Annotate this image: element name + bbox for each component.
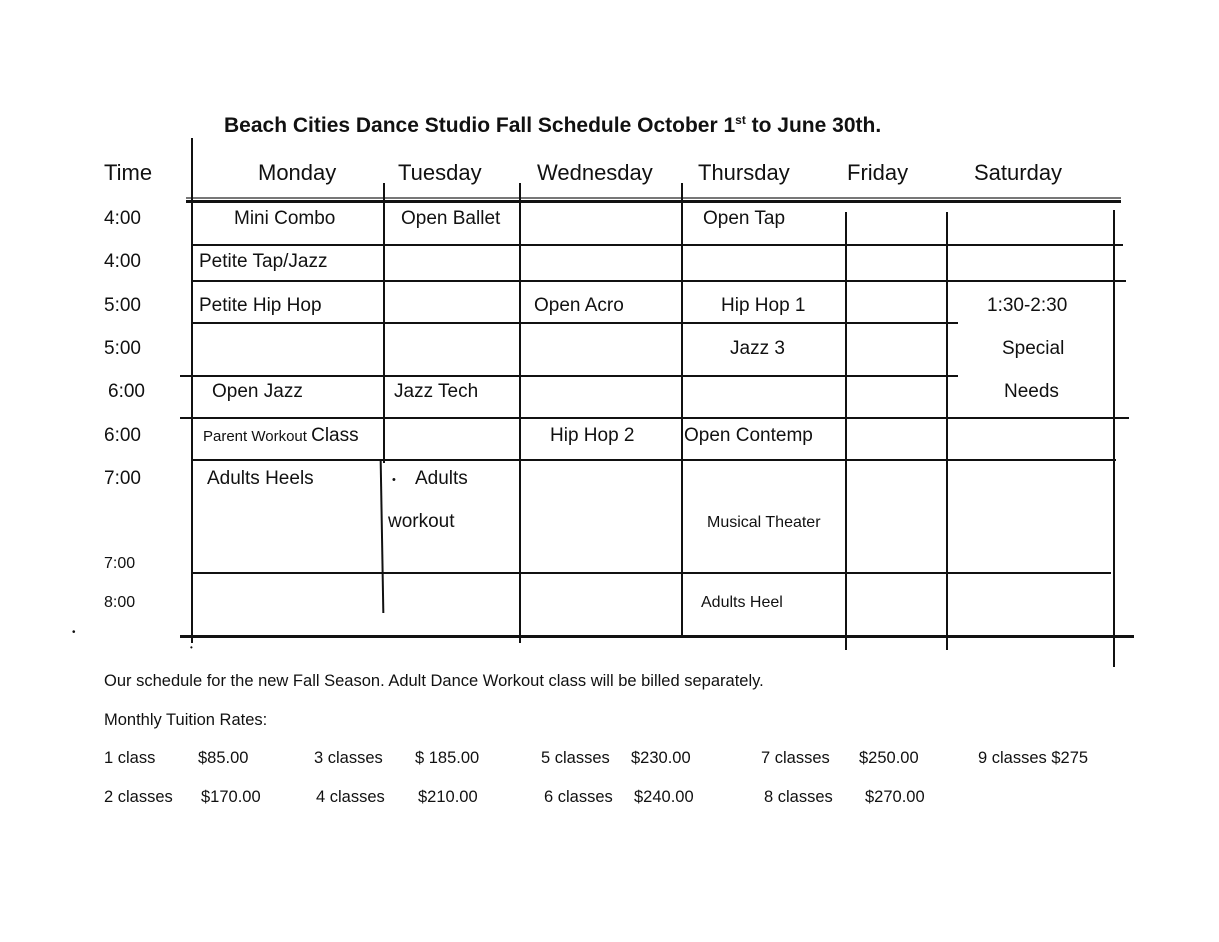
row-line	[191, 280, 1126, 282]
row-line-bottom	[180, 635, 1134, 638]
class-hip-hop-2: Hip Hop 2	[550, 425, 635, 446]
col-line-time	[191, 138, 193, 643]
class-special-needs-cont: Needs	[1004, 381, 1059, 402]
page-title: Beach Cities Dance Studio Fall Schedule October 1st to June 30th.	[224, 113, 882, 137]
class-petite-hip-hop: Petite Hip Hop	[199, 295, 322, 316]
rate-label: 4 classes	[316, 788, 385, 806]
rate-label: 3 classes	[314, 749, 383, 767]
class-petite-tap-jazz: Petite Tap/Jazz	[199, 251, 328, 272]
time-label: 6:00	[108, 381, 145, 402]
header-wednesday: Wednesday	[537, 160, 653, 185]
time-label: 5:00	[104, 338, 141, 359]
class-open-jazz: Open Jazz	[212, 381, 303, 402]
class-hip-hop-1: Hip Hop 1	[721, 295, 806, 316]
row-line	[191, 459, 1116, 461]
header-rule	[186, 200, 1121, 203]
rate-price: $240.00	[634, 788, 694, 806]
col-line-wed	[681, 183, 683, 635]
class-open-contemp: Open Contemp	[684, 425, 813, 446]
rate-label: 1 class	[104, 749, 156, 767]
time-label: 8:00	[104, 594, 136, 611]
rate-price: $85.00	[198, 749, 249, 767]
class-parent-workout: Parent Workout Class	[203, 425, 359, 446]
class-open-acro: Open Acro	[534, 295, 624, 316]
col-line-mon	[383, 183, 385, 463]
header-monday: Monday	[258, 160, 337, 185]
rate-price: $270.00	[865, 788, 925, 806]
rate-price: $ 185.00	[415, 749, 480, 767]
rate-label: 8 classes	[764, 788, 833, 806]
class-special-needs-time: 1:30-2:30	[987, 295, 1068, 316]
header-time: Time	[104, 160, 153, 185]
row-line	[191, 244, 1123, 246]
rate-price: $170.00	[201, 788, 261, 806]
class-special-needs: Special	[1002, 338, 1065, 359]
class-open-tap: Open Tap	[703, 208, 786, 229]
header-tuesday: Tuesday	[398, 160, 482, 185]
row-line	[191, 322, 958, 324]
row-line	[180, 375, 958, 377]
time-label: 6:00	[104, 425, 141, 446]
tuition-heading: Monthly Tuition Rates:	[104, 711, 268, 729]
col-line-thu	[845, 212, 847, 650]
header-saturday: Saturday	[974, 160, 1063, 185]
rate-label: 9 classes $275	[978, 749, 1089, 767]
time-label: 5:00	[104, 295, 141, 316]
time-label: 7:00	[104, 555, 136, 572]
col-line-sat	[1113, 210, 1115, 667]
row-line	[193, 572, 1111, 574]
rate-label: 7 classes	[761, 749, 830, 767]
class-jazz-tech: Jazz Tech	[394, 381, 479, 402]
schedule-note: Our schedule for the new Fall Season. Adult Dance Workout class will be billed separately.	[104, 672, 764, 690]
stray-dot-icon: •	[190, 643, 193, 652]
class-mini-combo: Mini Combo	[234, 208, 336, 229]
header-rule-light	[186, 197, 1121, 199]
stray-dot-icon: •	[72, 627, 76, 638]
rate-label: 5 classes	[541, 749, 610, 767]
rate-label: 6 classes	[544, 788, 613, 806]
rate-label: 2 classes	[104, 788, 173, 806]
col-line-tue	[519, 183, 521, 643]
class-jazz-3: Jazz 3	[730, 338, 785, 359]
col-line-mon-lower	[380, 460, 385, 613]
class-adults-heel: Adults Heel	[701, 594, 783, 611]
ink-mark-icon: •	[392, 474, 396, 486]
col-line-fri	[946, 212, 948, 650]
rate-price: $250.00	[859, 749, 919, 767]
time-label: 4:00	[104, 251, 141, 272]
class-adults-workout: Adults	[415, 468, 468, 489]
class-adults-workout-cont: workout	[388, 511, 455, 532]
header-thursday: Thursday	[698, 160, 790, 185]
row-line	[180, 417, 1129, 419]
time-label: 4:00	[104, 208, 141, 229]
time-label: 7:00	[104, 468, 141, 489]
class-adults-heels: Adults Heels	[207, 468, 314, 489]
rate-price: $230.00	[631, 749, 691, 767]
class-open-ballet: Open Ballet	[401, 208, 501, 229]
class-musical-theater: Musical Theater	[707, 514, 821, 531]
rate-price: $210.00	[418, 788, 478, 806]
header-friday: Friday	[847, 160, 909, 185]
